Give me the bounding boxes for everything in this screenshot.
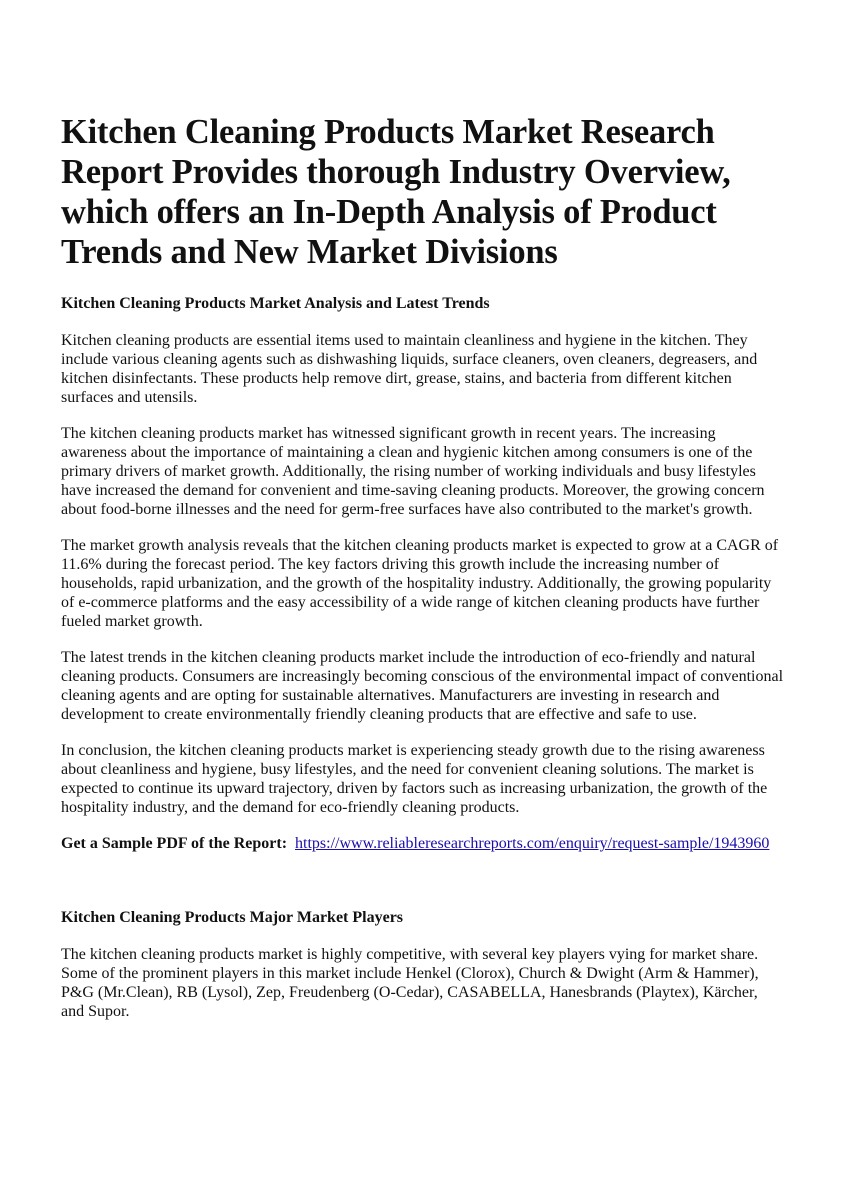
- paragraph-latest-trends: The latest trends in the kitchen cleaning products market include the introduction of eco-friendly and natural cleaning products. Consumers are increasingly becoming conscious of the environmental impact of conventional cleaning agents and are opting for sustainable alternatives. Manufacturers are investing in research and development to create environmentally friendly cleaning products that are effective and safe to use.: [61, 649, 784, 723]
- section-heading-analysis: Kitchen Cleaning Products Market Analysis and Latest Trends: [61, 295, 490, 312]
- sample-pdf-line: [61, 834, 783, 853]
- page-title: Kitchen Cleaning Products Market Research Report Provides thorough Industry Overview, which offers an In-Depth Analysis of Product Trends and New Market Divisions: [61, 113, 731, 271]
- section-heading-players: Kitchen Cleaning Products Major Market Players: [61, 909, 404, 926]
- paragraph-conclusion: In conclusion, the kitchen cleaning products market is experiencing steady growth due to the rising awareness about cleanliness and hygiene, busy lifestyles, and the need for convenient cleaning solutions. The market is expected to continue its upward trajectory, driven by factors such as increasing urbanization, the growth of the hospitality industry, and the demand for eco-friendly cleaning products.: [61, 742, 768, 816]
- document-page: [61, 112, 783, 1038]
- paragraph-market-growth: The kitchen cleaning products market has witnessed significant growth in recent years. The increasing awareness about the importance of maintaining a clean and hygienic kitchen among consumers is one of the primary drivers of market growth. Additionally, the rising number of working individuals and busy lifestyles have increased the demand for convenient and time-saving cleaning products. Moreover, the growing concern about food-borne illnesses and the need for germ-free surfaces have also contributed to the market's growth.: [61, 425, 765, 518]
- paragraph-market-players: The kitchen cleaning products market is highly competitive, with several key players vying for market share. Some of the prominent players in this market include Henkel (Clorox), Church & Dwight (Arm & Hammer), P&G (Mr.Clean), RB (Lysol), Zep, Freudenberg (O-Cedar), CASABELLA, Hanesbrands (Playtex), Kärcher, and Supor.: [61, 946, 759, 1020]
- sample-pdf-link[interactable]: https://www.reliableresearchreports.com/enquiry/request-sample/1943960: [295, 835, 770, 852]
- paragraph-growth-analysis: The market growth analysis reveals that the kitchen cleaning products market is expected to grow at a CAGR of 11.6% during the forecast period. The key factors driving this growth include the increasing number of households, rapid urbanization, and the growth of the hospitality industry. Additionally, the growing popularity of e-commerce platforms and the easy accessibility of a wide range of kitchen cleaning products have further fueled market growth.: [61, 537, 779, 630]
- sample-pdf-label: Get a Sample PDF of the Report:: [61, 835, 288, 852]
- paragraph-intro: Kitchen cleaning products are essential items used to maintain cleanliness and hygiene in the kitchen. They include various cleaning agents such as dishwashing liquids, surface cleaners, oven cleaners, degreasers, and kitchen disinfectants. These products help remove dirt, grease, stains, and bacteria from different kitchen surfaces and utensils.: [61, 332, 758, 406]
- section-spacer: [61, 853, 783, 908]
